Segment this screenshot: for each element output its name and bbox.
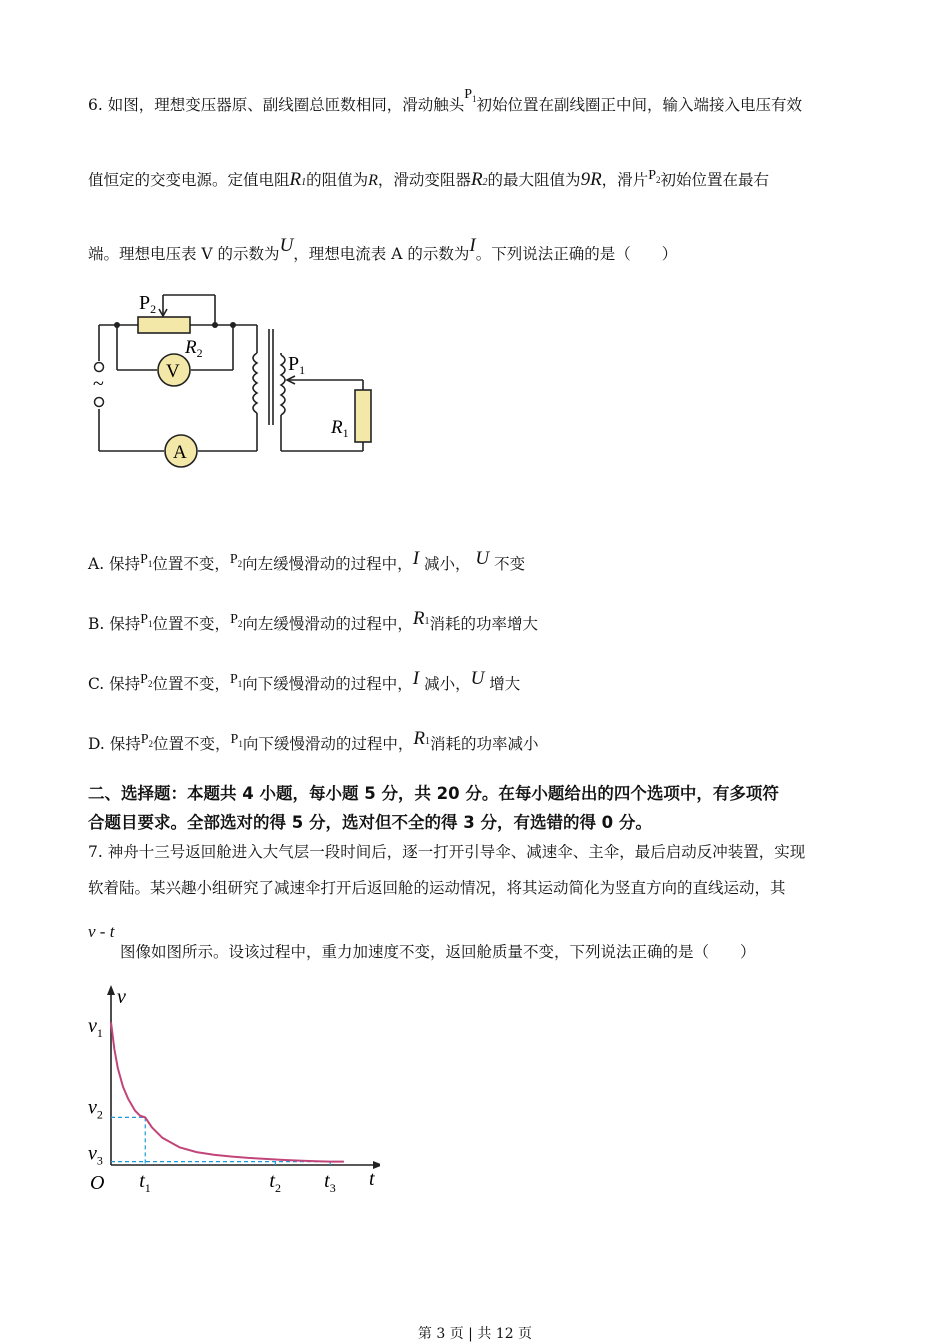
q6-line-1: 6. 如图，理想变压器原、副线圈总匝数相同，滑动触头$P_1$初始位置在副线圈正中间，输入端接入电压有效 — [88, 87, 803, 114]
x-tick-label-t3: $t_3$ — [324, 1170, 336, 1195]
q6-line-2: 值恒定的交变电源。定值电阻R1的阻值为R，滑动变阻器R2的最大阻值为9R，滑片$P_2$初始位置在最右 — [88, 168, 769, 190]
symbol-R2: R2 — [470, 169, 488, 190]
symbol-9R: 9R — [580, 169, 602, 190]
x-tick-label-t2: $t_2$ — [269, 1170, 281, 1195]
q7-vt-symbol: v - t — [88, 922, 115, 941]
section2-heading-line-2: 合题目要求。全部选对的得 5 分，选对但不全的得 3 分，有选错的得 0 分。 — [88, 813, 652, 832]
y-axis-label: v — [117, 986, 126, 1008]
label-P1: $P_1$ — [288, 353, 306, 377]
symbol-P2: $P_2$ — [648, 168, 661, 185]
series-line-velocity — [111, 1022, 344, 1161]
resistor-R2 — [138, 317, 190, 333]
y-axis-arrow — [107, 985, 115, 995]
symbol-U: U — [279, 235, 294, 256]
resistor-R1 — [355, 390, 371, 442]
page-footer: 第 3 页 | 共 12 页 — [417, 1326, 533, 1342]
symbol-R: R — [368, 172, 378, 189]
symbol-I: I — [469, 235, 476, 256]
label-A: A — [173, 442, 187, 463]
option-B[interactable]: B. 保持$P_1$位置不变，$P_2$向左缓慢滑动的过程中，R1消耗的功率增大 — [88, 608, 538, 633]
circuit-diagram — [85, 285, 385, 475]
option-A[interactable]: A. 保持$P_1$位置不变，$P_2$向左缓慢滑动的过程中，I 减小， U 不变 — [88, 548, 526, 573]
symbol-P1: $P_1$ — [464, 87, 477, 104]
section2-heading-line-1: 二、选择题：本题共 4 小题，每小题 5 分，共 20 分。在每小题给出的四个选项中，有多项符 — [88, 784, 779, 803]
option-C[interactable]: C. 保持$P_2$位置不变，$P_1$向下缓慢滑动的过程中，I 减小，U 增大 — [88, 668, 521, 693]
q7-line-3: 图像如图所示。设该过程中，重力加速度不变，返回舱质量不变，下列说法正确的是（ ） — [120, 943, 756, 961]
y-tick-label-v1: $v_1$ — [88, 1015, 103, 1041]
label-R2: $R_2$ — [185, 337, 203, 360]
symbol-R1: R1 — [289, 169, 307, 190]
y-tick-label-v3: $v_3$ — [88, 1142, 103, 1168]
label-V: V — [166, 361, 180, 382]
x-tick-label-t1: $t_1$ — [139, 1170, 151, 1195]
input-terminal-top — [95, 363, 104, 372]
x-axis-label: t — [369, 1168, 375, 1190]
q7-line-1: 7. 神舟十三号返回舱进入大气层一段时间后，逐一打开引导伞、减速伞、主伞，最后启动反冲装置，实现 — [88, 843, 806, 861]
y-tick-label-v2: $v_2$ — [88, 1096, 103, 1122]
origin-label: O — [90, 1172, 105, 1194]
q6-line-3: 端。理想电压表 V 的示数为U，理想电流表 A 的示数为I。下列说法正确的是（ ） — [88, 235, 678, 263]
label-P2: $P_2$ — [139, 292, 157, 316]
ac-symbol: ~ — [93, 373, 104, 395]
label-R1: $R_1$ — [331, 417, 349, 440]
input-terminal-bottom — [95, 398, 104, 407]
vt-chart — [80, 985, 380, 1200]
q7-line-2: 软着陆。某兴趣小组研究了减速伞打开后返回舱的运动情况，将其运动简化为竖直方向的直线运动，其 — [88, 879, 786, 897]
option-D[interactable]: D. 保持$P_2$位置不变，$P_1$向下缓慢滑动的过程中，R1消耗的功率减小 — [88, 728, 539, 753]
